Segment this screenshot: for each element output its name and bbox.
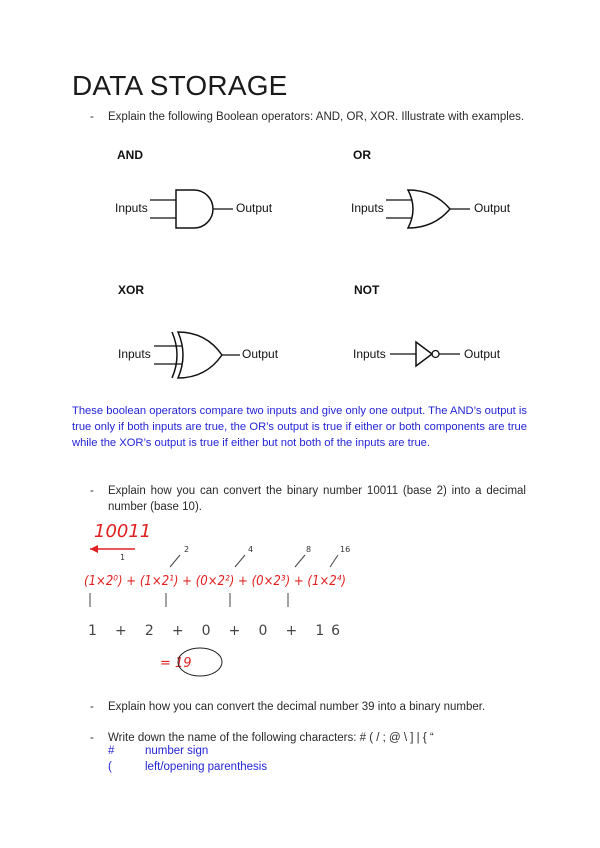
character-name: number sign bbox=[145, 745, 209, 757]
or-gate-symbol bbox=[408, 190, 450, 228]
or-output-label: Output bbox=[474, 201, 511, 215]
q2-bullet: - bbox=[90, 485, 94, 497]
handwritten-binary: 10011 bbox=[94, 521, 152, 542]
q1-bullet: - bbox=[90, 111, 94, 123]
not-gate-diagram bbox=[348, 330, 528, 376]
handwritten-expression: (1×2⁰) + (1×2¹) + (0×2²) + (0×2³) + (1×2⁴) bbox=[84, 574, 346, 589]
gate-xor-title: XOR bbox=[118, 283, 145, 297]
q2-text: Explain how you can convert the binary number 10011 (base 2) into a decimal number (base 10). bbox=[108, 485, 526, 513]
character-row-1 bbox=[108, 745, 208, 757]
q1-text: Explain the following Boolean operators: AND, OR, XOR. Illustrate with examples. bbox=[108, 111, 525, 123]
answer-paragraph: These boolean operators compare two inputs and give only one output. The AND’s output is true only if both inputs are true, the OR’s output is true if either or both components are true while the XOR’s output is true if either but not both of the inputs are true. bbox=[72, 405, 527, 449]
place-value-16: 16 bbox=[340, 545, 351, 554]
handwritten-sum: 1 + 2 + 0 + 0 + 16 bbox=[88, 623, 340, 639]
xor-output-label: Output bbox=[242, 347, 279, 361]
gate-and-title: AND bbox=[117, 148, 143, 162]
xor-gate-symbol bbox=[178, 332, 222, 378]
page-title: DATA STORAGE bbox=[72, 70, 288, 101]
q4-text: Write down the name of the following characters: # ( / ; @ \ ] | { “ bbox=[108, 732, 434, 744]
character-symbol: # bbox=[108, 745, 115, 757]
gate-or-title: OR bbox=[353, 148, 371, 162]
and-output-label: Output bbox=[236, 201, 273, 215]
handwritten-result: = 19 bbox=[160, 656, 192, 671]
q4-bullet: - bbox=[90, 732, 94, 744]
and-gate-symbol bbox=[176, 190, 213, 228]
q3-text: Explain how you can convert the decimal number 39 into a binary number. bbox=[108, 701, 486, 713]
q3-bullet: - bbox=[90, 701, 94, 713]
xor-inputs-label: Inputs bbox=[118, 347, 151, 361]
and-gate-diagram bbox=[110, 180, 290, 236]
handwritten-conversion bbox=[80, 515, 360, 685]
character-symbol: ( bbox=[108, 761, 112, 773]
character-name: left/opening parenthesis bbox=[145, 761, 268, 773]
not-output-label: Output bbox=[464, 347, 501, 361]
or-gate-diagram bbox=[346, 180, 526, 236]
not-inputs-label: Inputs bbox=[353, 347, 386, 361]
not-gate-symbol bbox=[416, 342, 432, 366]
place-value-2: 2 bbox=[184, 545, 190, 554]
place-value-1: 1 bbox=[120, 553, 126, 562]
and-inputs-label: Inputs bbox=[115, 201, 148, 215]
place-value-8: 8 bbox=[306, 545, 312, 554]
gate-not-title: NOT bbox=[354, 283, 380, 297]
xor-gate-diagram bbox=[112, 324, 292, 384]
place-value-4: 4 bbox=[248, 545, 254, 554]
or-inputs-label: Inputs bbox=[351, 201, 384, 215]
character-row-2 bbox=[108, 761, 267, 773]
